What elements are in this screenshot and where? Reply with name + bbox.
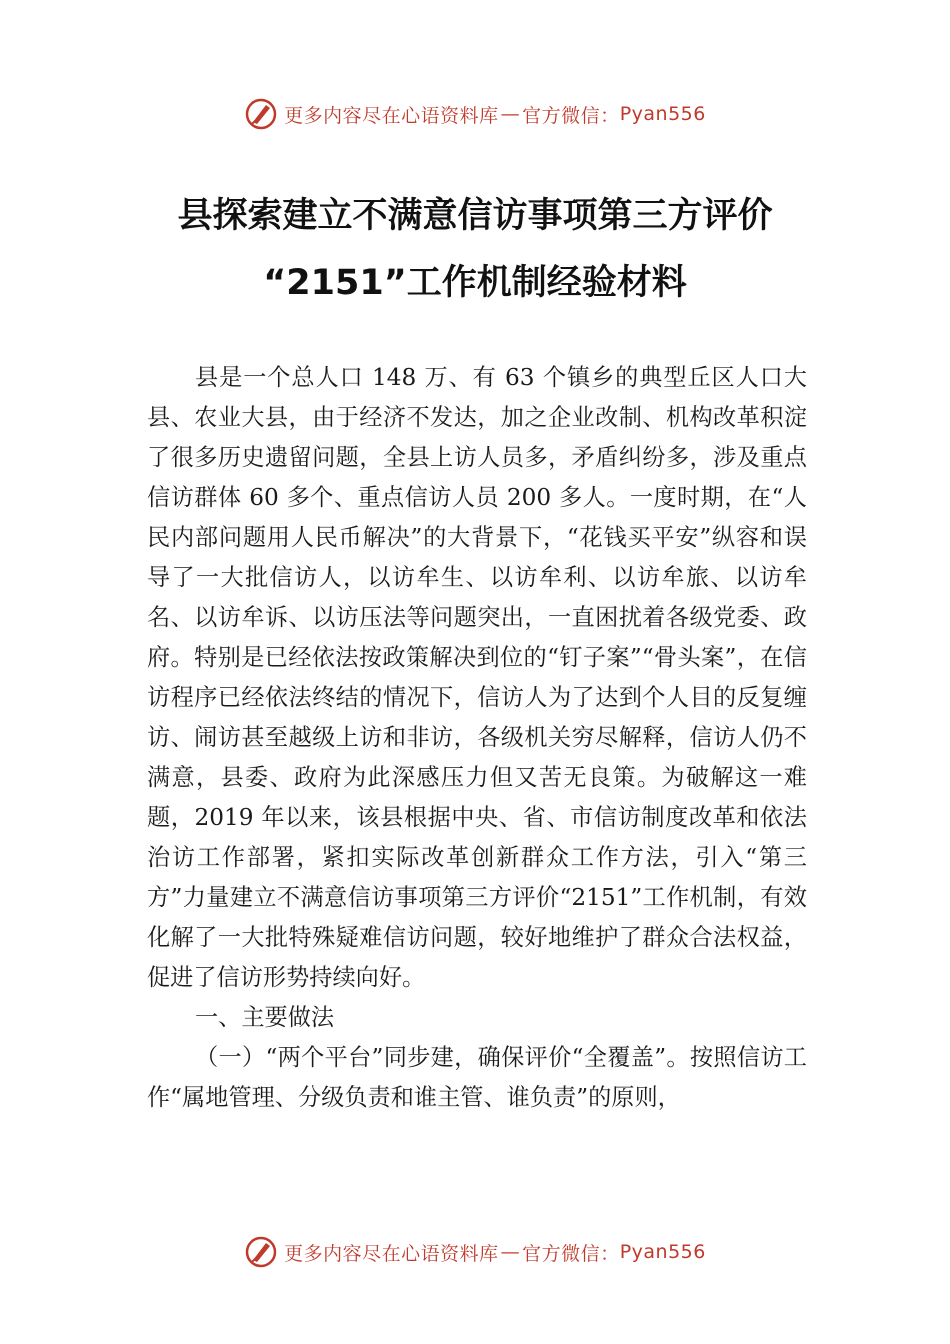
watermark-official: 官方微信： bbox=[522, 104, 620, 127]
document-title-line1: 县探索建立不满意信访事项第三方评价 bbox=[177, 196, 773, 236]
watermark-wechat-id: Pyan556 bbox=[619, 1241, 706, 1263]
section-heading-1: 一、主要做法 bbox=[195, 1004, 335, 1031]
watermark-text: 更多内容尽在心语资料库 bbox=[284, 1242, 499, 1265]
body-paragraph-1: 县是一个总人口 148 万、有 63 个镇乡的典型丘区人口大县、农业大县，由于经济不发达，加之企业改制、机构改革积淀了很多历史遗留问题，全县上访人员多，矛盾纠纷多，涉及重点信访群体 60 多个、重点信访人员 200 多人。一度时期，在“人民内部问题用人民币解决”的大背景下，“花钱买平安”纵容和误导了一大批信访人，以访牟生、以访牟利、以访牟旅、以访牟名、以访牟诉、以访压法等问题突出，一直困扰着各级党委、政府。特别是已经依法按政策解决到位的“钉子案”“骨头案”，在信访程序已经依法终结的情况下，信访人为了达到个人目的反复缠访、闹访甚至越级上访和非访，各级机关穷尽解释，信访人仍不满意，县委、政府为此深感压力但又苦无良策。为破解这一难题，2019 年以来，该县根据中央、省、市信访制度改革和依法治访工作部署，紧扣实际改革创新群众工作方法，引入“第三方”力量建立不满意信访事项第三方评价“2151”工作机制，有效化解了一大批特殊疑难信访问题，较好地维护了群众合法权益，促进了信访形势持续向好。 bbox=[147, 364, 807, 991]
document-title-line2: “2151”工作机制经验材料 bbox=[263, 263, 687, 303]
watermark-header bbox=[0, 94, 950, 134]
watermark-separator: — bbox=[500, 1241, 521, 1263]
body-paragraph-2: （一）“两个平台”同步建，确保评价“全覆盖”。按照信访工作“属地管理、分级负责和谁主管、谁负责”的原则， bbox=[147, 1044, 807, 1111]
document-body bbox=[147, 358, 807, 1118]
pen-seal-logo-icon bbox=[244, 97, 278, 131]
watermark-separator: — bbox=[500, 103, 521, 125]
watermark-text: 更多内容尽在心语资料库 bbox=[284, 104, 499, 127]
pen-seal-logo-icon bbox=[244, 1235, 278, 1269]
watermark-official: 官方微信： bbox=[522, 1242, 620, 1265]
watermark-footer bbox=[0, 1232, 950, 1272]
watermark-wechat-id: Pyan556 bbox=[619, 103, 706, 125]
